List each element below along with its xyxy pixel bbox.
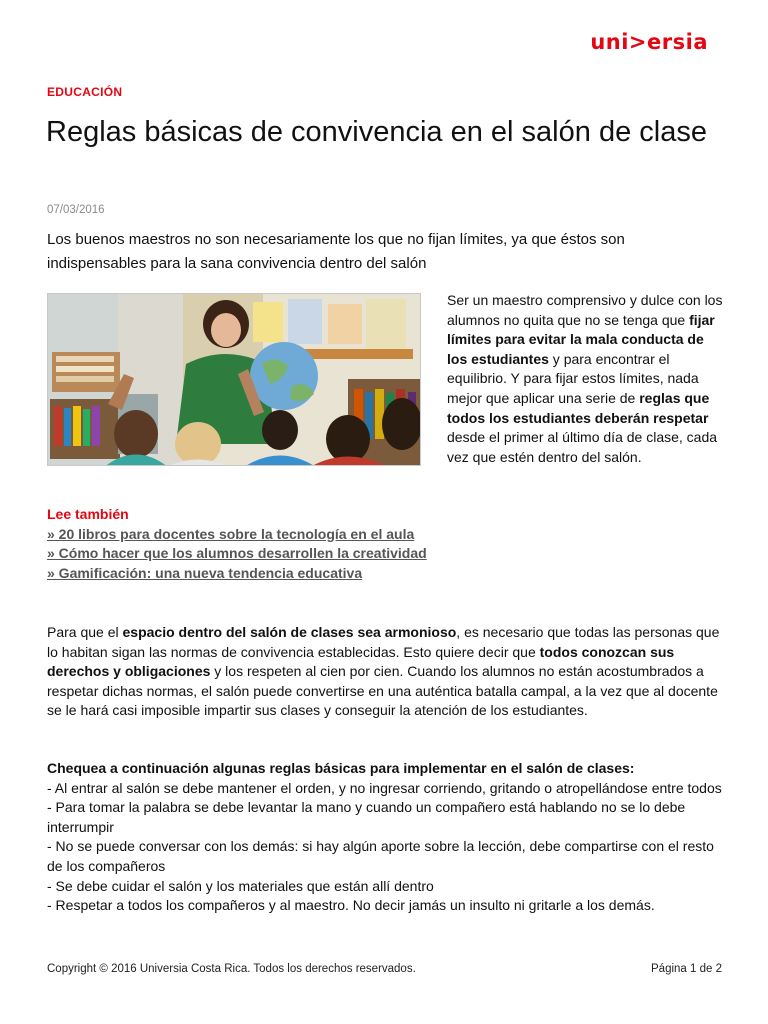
para1-part-2: , es necesario que todas las personas que lo habitan sigan las normas de convivencia establecidas. Esto quiere decir que — [47, 624, 720, 660]
rules-heading: Chequea a continuación algunas reglas básicas para implementar en el salón de clases: — [47, 760, 635, 776]
see-also-link-2[interactable]: » Cómo hacer que los alumnos desarrollen la creatividad — [47, 545, 427, 562]
rule-item: - Al entrar al salón se debe mantener el orden, y no ingresar corriendo, gritando o atropellándose entre todos — [47, 779, 722, 796]
para1-bold-1: espacio dentro del salón de clases sea armonioso — [122, 624, 457, 640]
see-also-link-3[interactable]: » Gamificación: una nueva tendencia educativa — [47, 564, 363, 581]
para1-part-1: Para que el — [47, 624, 123, 640]
rule-item: - Respetar a todos los compañeros y al maestro. No decir jamás un insulto ni gritarle a los demás. — [47, 897, 655, 914]
see-also-title: Lee también — [47, 506, 129, 522]
universia-logo[interactable]: uni>ersia — [590, 30, 708, 54]
see-also-box — [47, 505, 727, 583]
article-date: 07/03/2016 — [47, 204, 105, 216]
side-text-part-1: Ser un maestro comprensivo y dulce con los alumnos no quita que no se tenga que — [447, 292, 723, 328]
side-text-bold-2: reglas que todos los estudiantes deberán respetar — [447, 389, 710, 426]
rule-item: - Se debe cuidar el salón y los materiales que están allí dentro — [47, 877, 434, 894]
body-paragraph-1 — [47, 623, 727, 721]
article-lead: Los buenos maestros no son necesariamente los que no fijan límites, ya que éstos son indispensables para la sana convivencia dentro del salón — [47, 231, 625, 272]
article-title: Reglas básicas de convivencia en el salón de clase — [46, 116, 707, 148]
para1-bold-2: todos conozcan sus derechos y obligaciones — [47, 643, 675, 680]
rule-item: - Para tomar la palabra se debe levantar la mano y cuando un compañero está hablando no se lo debe interrumpir — [47, 799, 686, 835]
rules-section — [47, 759, 727, 916]
side-text-bold-1: fijar límites para evitar la mala conducta de los estudiantes — [447, 311, 715, 367]
category-label[interactable]: EDUCACIÓN — [47, 85, 123, 99]
see-also-link-1[interactable]: » 20 libros para docentes sobre la tecnología en el aula — [47, 525, 415, 542]
intro-side-text — [447, 291, 725, 467]
para1-part-3: y los respeten al cien por cien. Cuando los alumnos no están acostumbrados a respetar dichas normas, el salón puede convertirse en una auténtica batalla campal, a la vez que al docente se le hará casi imposible impartir sus clases y conseguir la atención de los estudiantes. — [47, 663, 718, 719]
side-text-part-2: y para encontrar el equilibrio. Y para fijar estos límites, nada mejor que aplicar una serie de — [447, 350, 699, 406]
rule-item: - No se puede conversar con los demás: si hay algún aporte sobre la lección, debe compartirse con el resto de los compañeros — [47, 838, 714, 874]
side-text-part-3: desde el primer al último día de clase, cada vez que estén dentro del salón. — [447, 429, 718, 465]
footer-copyright: Copyright © 2016 Universia Costa Rica. Todos los derechos reservados. — [47, 963, 416, 975]
footer-page-number: Página 1 de 2 — [651, 963, 722, 975]
classroom-photo — [47, 293, 421, 466]
